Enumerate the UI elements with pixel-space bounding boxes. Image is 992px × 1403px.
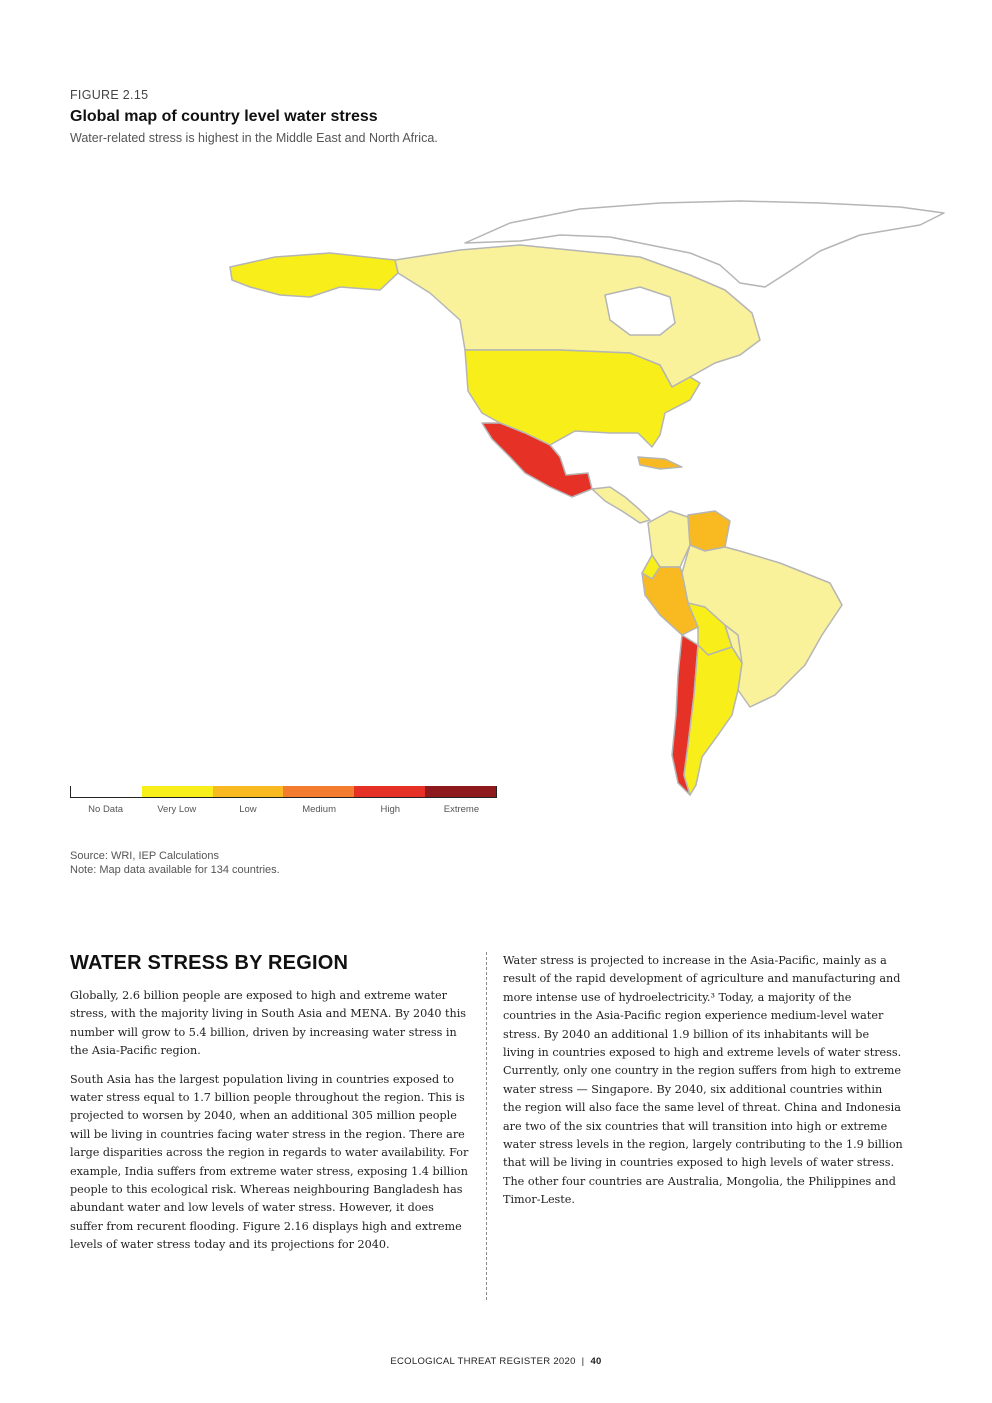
figure-label: FIGURE 2.15	[70, 88, 149, 102]
region-central-america	[592, 487, 650, 523]
legend-swatch-extreme	[425, 786, 496, 798]
legend-label: Low	[239, 804, 257, 815]
source-line: Source: WRI, IEP Calculations	[70, 850, 219, 862]
legend-labels	[70, 804, 497, 815]
footer-title: ECOLOGICAL THREAT REGISTER 2020	[390, 1356, 576, 1367]
column-divider	[486, 952, 487, 1300]
figure-subtitle: Water-related stress is highest in the Middle East and North Africa.	[70, 131, 438, 145]
legend-label: No Data	[88, 804, 124, 815]
water-stress-map	[220, 195, 950, 810]
legend-swatch-low	[213, 786, 284, 798]
legend-swatch-medium	[283, 786, 354, 798]
legend-label: Medium	[302, 804, 336, 815]
source-note: Note: Map data available for 134 countries.	[70, 864, 280, 876]
paragraph: Water stress is projected to increase in the Asia-Pacific, mainly as a result of the rapid development of agriculture and manufacturing and more intense use of hydroelectricity.³ Today, a majority of the countries in the Asia-Pacific region experience medium-level water stress. By 2040 an additional 1.9 billion of its inhabitants will be living in countries exposed to high and extreme levels of water stress. Currently, only one country in the region suffers from high to extreme water stress — Singapore. By 2040, six additional countries within the region will also face the same level of threat. China and Indonesia are two of the six countries that will transition into high or extreme water stress levels in the region, largely contributing to the 1.9 billion that will be living in countries exposed to high levels of water stress. The other four countries are Australia, Mongolia, the Philippines and Timor-Leste.	[503, 954, 903, 1207]
figure-title: Global map of country level water stress	[70, 108, 378, 125]
legend-swatch-no-data	[71, 786, 142, 798]
legend-label: Very Low	[157, 804, 197, 815]
legend-label: High	[380, 804, 401, 815]
footer-separator: |	[581, 1356, 585, 1367]
region-venezuela	[688, 511, 730, 551]
legend-swatch-high	[354, 786, 425, 798]
region-alaska	[230, 253, 398, 297]
paragraph: South Asia has the largest population living in countries exposed to water stress equal to 1.7 billion people throughout the region. This is projected to worsen by 2040, when an additional 305 million people will be living in countries facing water stress in the region. There are large disparities across the region in regards to water availability. For example, India suffers from extreme water stress, exposing 1.4 billion people to this ecological risk. Whereas neighbouring Bangladesh has abundant water and low levels of water stress. However, it does suffer from recurent flooding. Figure 2.16 displays high and extreme levels of water stress today and its projections for 2040.	[70, 1072, 469, 1252]
legend-label: Extreme	[443, 804, 480, 815]
right-column	[503, 952, 903, 1220]
map-legend	[70, 786, 497, 815]
region-cuba	[638, 457, 682, 469]
figure-source	[70, 849, 280, 877]
paragraph: Globally, 2.6 billion people are exposed to high and extreme water stress, with the majority living in South Asia and MENA. By 2040 this number will grow to 5.4 billion, driven by increasing water stress in the Asia-Pacific region.	[70, 989, 467, 1058]
section-title: WATER STRESS BY REGION	[70, 952, 349, 974]
legend-swatch-very-low	[142, 786, 213, 798]
legend-bar	[70, 786, 497, 798]
left-column	[70, 987, 470, 1265]
page-footer	[0, 1356, 992, 1367]
page-number: 40	[590, 1356, 602, 1367]
